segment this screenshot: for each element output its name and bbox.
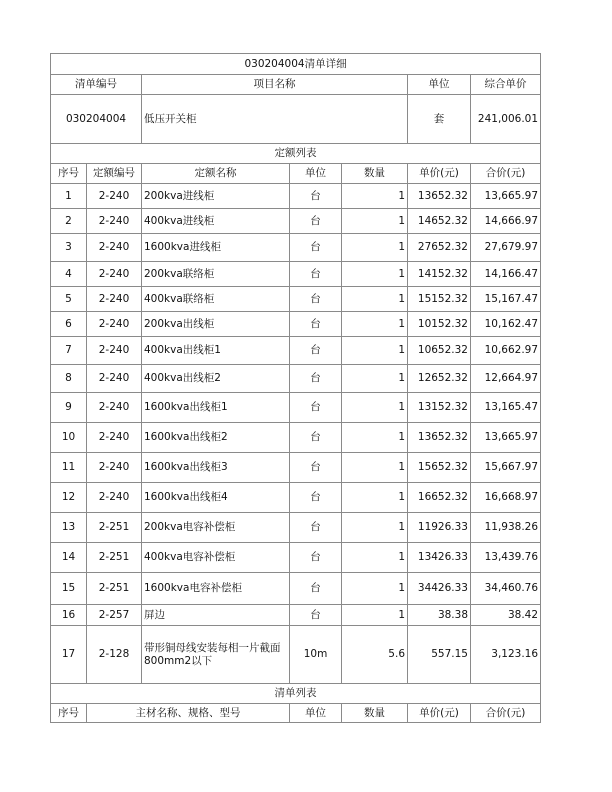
quota-total: 11,938.26	[471, 513, 541, 543]
quota-unit: 台	[290, 453, 342, 483]
quota-qty: 1	[342, 209, 408, 234]
quota-total: 10,162.47	[471, 312, 541, 337]
quota-qty: 1	[342, 365, 408, 393]
col-item-name-header: 项目名称	[142, 75, 408, 95]
material-col-seq: 序号	[51, 704, 87, 723]
quota-qty: 1	[342, 312, 408, 337]
table-row	[51, 365, 541, 393]
quota-qty: 1	[342, 234, 408, 262]
quota-unit: 台	[290, 605, 342, 626]
quota-col-code: 定额编号	[87, 164, 142, 184]
quota-name: 200kva出线柜	[142, 312, 290, 337]
quota-total: 12,664.97	[471, 365, 541, 393]
item-code: 030204004	[51, 95, 142, 144]
table-title: 030204004清单详细	[51, 54, 541, 75]
quota-code: 2-240	[87, 312, 142, 337]
quota-total: 13,665.97	[471, 423, 541, 453]
quota-unit: 台	[290, 337, 342, 365]
quota-code: 2-240	[87, 483, 142, 513]
material-col-price: 单价(元)	[408, 704, 471, 723]
table-row	[51, 453, 541, 483]
material-col-total: 合价(元)	[471, 704, 541, 723]
quota-code: 2-251	[87, 573, 142, 605]
table-row	[51, 209, 541, 234]
quota-seq: 1	[51, 184, 87, 209]
quota-name: 200kva联络柜	[142, 262, 290, 287]
quota-code: 2-240	[87, 365, 142, 393]
quota-code: 2-240	[87, 453, 142, 483]
quota-seq: 7	[51, 337, 87, 365]
quota-unit: 台	[290, 513, 342, 543]
item-name: 低压开关柜	[142, 95, 408, 144]
quota-code: 2-240	[87, 423, 142, 453]
quota-total: 13,439.76	[471, 543, 541, 573]
quota-price: 38.38	[408, 605, 471, 626]
quota-section-title: 定额列表	[51, 144, 541, 164]
quota-qty: 1	[342, 423, 408, 453]
quota-qty: 1	[342, 287, 408, 312]
quota-name: 1600kva电容补偿柜	[142, 573, 290, 605]
table-row	[51, 423, 541, 453]
quota-name: 屏边	[142, 605, 290, 626]
quota-col-seq: 序号	[51, 164, 87, 184]
quota-name: 1600kva出线柜3	[142, 453, 290, 483]
quota-header-row	[51, 164, 541, 184]
col-unit-header: 单位	[408, 75, 471, 95]
table-row	[51, 393, 541, 423]
quota-seq: 5	[51, 287, 87, 312]
quota-unit: 台	[290, 262, 342, 287]
quota-price: 34426.33	[408, 573, 471, 605]
quota-col-name: 定额名称	[142, 164, 290, 184]
quota-price: 10652.32	[408, 337, 471, 365]
quota-seq: 10	[51, 423, 87, 453]
quota-seq: 2	[51, 209, 87, 234]
quota-total: 15,167.47	[471, 287, 541, 312]
table-row	[51, 312, 541, 337]
quota-qty: 1	[342, 393, 408, 423]
quota-name: 1600kva出线柜1	[142, 393, 290, 423]
quota-col-unit: 单位	[290, 164, 342, 184]
quota-unit: 台	[290, 393, 342, 423]
quota-qty: 1	[342, 337, 408, 365]
table-row	[51, 573, 541, 605]
table-row	[51, 513, 541, 543]
quota-name: 1600kva进线柜	[142, 234, 290, 262]
material-section-title: 清单列表	[51, 684, 541, 704]
quota-seq: 4	[51, 262, 87, 287]
quota-col-price: 单价(元)	[408, 164, 471, 184]
quota-seq: 16	[51, 605, 87, 626]
quota-name: 1600kva出线柜2	[142, 423, 290, 453]
quota-section-row	[51, 144, 541, 164]
quota-unit: 台	[290, 234, 342, 262]
table-row	[51, 287, 541, 312]
quota-total: 14,166.47	[471, 262, 541, 287]
quota-unit: 台	[290, 184, 342, 209]
quota-price: 13652.32	[408, 423, 471, 453]
quota-price: 13652.32	[408, 184, 471, 209]
quota-name: 200kva进线柜	[142, 184, 290, 209]
material-col-qty: 数量	[342, 704, 408, 723]
quota-name: 1600kva出线柜4	[142, 483, 290, 513]
item-row	[51, 95, 541, 144]
quota-price: 27652.32	[408, 234, 471, 262]
quota-price: 16652.32	[408, 483, 471, 513]
quota-price: 14652.32	[408, 209, 471, 234]
quota-code: 2-257	[87, 605, 142, 626]
quota-qty: 1	[342, 453, 408, 483]
quota-qty: 1	[342, 483, 408, 513]
quota-code: 2-240	[87, 209, 142, 234]
quota-total: 13,665.97	[471, 184, 541, 209]
quota-unit: 台	[290, 312, 342, 337]
material-col-name: 主材名称、规格、型号	[87, 704, 290, 723]
quota-code: 2-240	[87, 262, 142, 287]
col-bill-code-header: 清单编号	[51, 75, 142, 95]
material-col-unit: 单位	[290, 704, 342, 723]
quota-seq: 14	[51, 543, 87, 573]
quota-code: 2-240	[87, 234, 142, 262]
col-composite-price-header: 综合单价	[471, 75, 541, 95]
quota-unit: 台	[290, 483, 342, 513]
quota-price: 10152.32	[408, 312, 471, 337]
quota-price: 557.15	[408, 626, 471, 684]
item-header-row	[51, 75, 541, 95]
quota-code: 2-240	[87, 287, 142, 312]
quota-name: 400kva电容补偿柜	[142, 543, 290, 573]
quota-code: 2-128	[87, 626, 142, 684]
quota-code: 2-240	[87, 184, 142, 209]
table-row	[51, 184, 541, 209]
quota-total: 27,679.97	[471, 234, 541, 262]
quota-unit: 10m	[290, 626, 342, 684]
quota-total: 38.42	[471, 605, 541, 626]
quota-price: 13426.33	[408, 543, 471, 573]
quota-seq: 6	[51, 312, 87, 337]
table-row	[51, 483, 541, 513]
item-price: 241,006.01	[471, 95, 541, 144]
bill-detail-table	[50, 53, 541, 723]
quota-name: 400kva出线柜2	[142, 365, 290, 393]
quota-price: 11926.33	[408, 513, 471, 543]
quota-seq: 11	[51, 453, 87, 483]
quota-qty: 1	[342, 513, 408, 543]
quota-code: 2-240	[87, 337, 142, 365]
quota-code: 2-251	[87, 513, 142, 543]
quota-total: 16,668.97	[471, 483, 541, 513]
quota-name: 200kva电容补偿柜	[142, 513, 290, 543]
quota-col-total: 合价(元)	[471, 164, 541, 184]
quota-total: 14,666.97	[471, 209, 541, 234]
quota-price: 15152.32	[408, 287, 471, 312]
quota-name: 带形铜母线安装每相一片截面800mm2以下	[142, 626, 290, 684]
table-row	[51, 543, 541, 573]
quota-price: 13152.32	[408, 393, 471, 423]
quota-seq: 17	[51, 626, 87, 684]
quota-name: 400kva联络柜	[142, 287, 290, 312]
item-unit: 套	[408, 95, 471, 144]
quota-seq: 13	[51, 513, 87, 543]
quota-total: 15,667.97	[471, 453, 541, 483]
quota-total: 3,123.16	[471, 626, 541, 684]
quota-unit: 台	[290, 543, 342, 573]
quota-code: 2-251	[87, 543, 142, 573]
quota-total: 13,165.47	[471, 393, 541, 423]
quota-total: 10,662.97	[471, 337, 541, 365]
quota-qty: 1	[342, 262, 408, 287]
quota-unit: 台	[290, 365, 342, 393]
table-row	[51, 337, 541, 365]
table-row	[51, 626, 541, 684]
quota-price: 15652.32	[408, 453, 471, 483]
material-header-row	[51, 704, 541, 723]
quota-price: 14152.32	[408, 262, 471, 287]
quota-name: 400kva进线柜	[142, 209, 290, 234]
quota-code: 2-240	[87, 393, 142, 423]
quota-qty: 5.6	[342, 626, 408, 684]
quota-seq: 8	[51, 365, 87, 393]
table-row	[51, 605, 541, 626]
quota-qty: 1	[342, 543, 408, 573]
quota-qty: 1	[342, 573, 408, 605]
quota-qty: 1	[342, 184, 408, 209]
quota-total: 34,460.76	[471, 573, 541, 605]
quota-seq: 15	[51, 573, 87, 605]
quota-seq: 12	[51, 483, 87, 513]
quota-unit: 台	[290, 209, 342, 234]
quota-name: 400kva出线柜1	[142, 337, 290, 365]
quota-col-qty: 数量	[342, 164, 408, 184]
quota-seq: 9	[51, 393, 87, 423]
table-row	[51, 234, 541, 262]
quota-price: 12652.32	[408, 365, 471, 393]
quota-seq: 3	[51, 234, 87, 262]
material-section-row	[51, 684, 541, 704]
title-row	[51, 54, 541, 75]
table-row	[51, 262, 541, 287]
quota-unit: 台	[290, 573, 342, 605]
quota-unit: 台	[290, 287, 342, 312]
quota-unit: 台	[290, 423, 342, 453]
quota-qty: 1	[342, 605, 408, 626]
